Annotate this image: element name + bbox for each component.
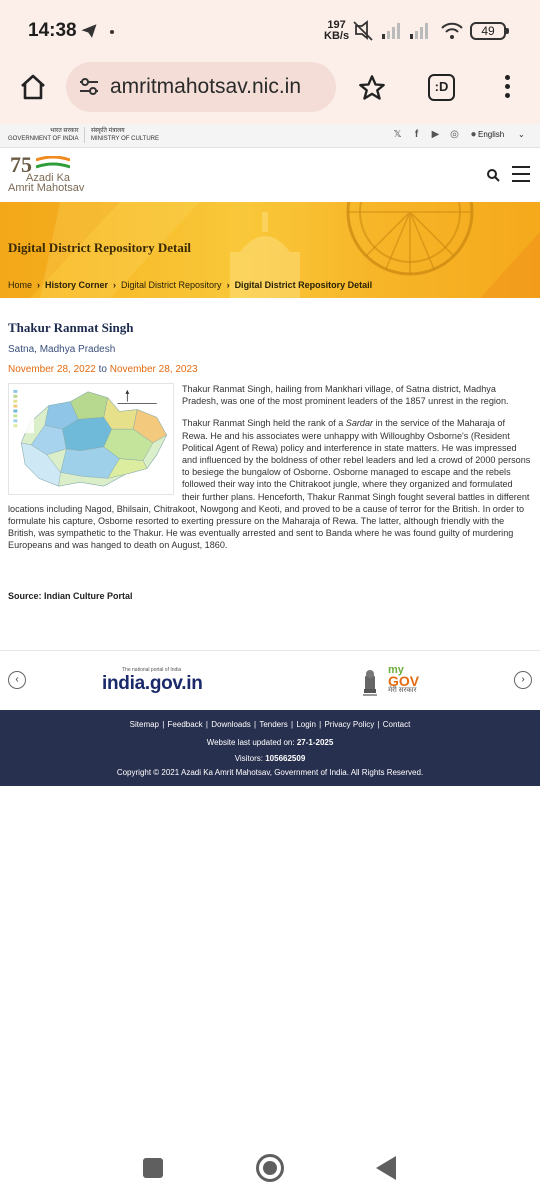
telegram-icon	[80, 22, 98, 40]
hero-banner	[0, 202, 540, 298]
logo-line-1: Azadi Ka	[26, 172, 71, 184]
status-icons	[352, 20, 464, 42]
overflow-menu-icon[interactable]	[500, 72, 514, 102]
site-header	[0, 148, 540, 202]
carousel-prev-button[interactable]: ‹	[8, 671, 26, 689]
status-time: 14:38	[28, 20, 77, 41]
article-dates	[8, 364, 198, 375]
page-heading: Digital District Repository Detail	[8, 240, 192, 255]
site-settings-icon[interactable]	[78, 77, 100, 97]
breadcrumb-home[interactable]: Home	[8, 280, 33, 290]
madhya-pradesh-map-image[interactable]	[8, 383, 174, 495]
language-selector[interactable]: English	[478, 130, 505, 139]
site-logo[interactable]	[8, 152, 88, 198]
article-location: Satna, Madhya Pradesh	[8, 344, 116, 355]
mygov-logo[interactable]: my GOV मेरी सरकार	[388, 664, 420, 694]
search-icon[interactable]	[486, 168, 500, 182]
x-twitter-icon[interactable]: 𝕏	[393, 129, 402, 140]
breadcrumb-current: Digital District Repository Detail	[234, 280, 373, 290]
notification-dot-icon	[110, 30, 114, 34]
signal-1-icon	[382, 23, 400, 39]
article-paragraph-1: Thakur Ranmat Singh, hailing from Mankhari village, of Satna district, Madhya Pradesh, was one of the most prominent leaders of the 1857 unrest in the region.	[182, 384, 509, 407]
instagram-icon[interactable]: ◎	[450, 129, 459, 140]
breadcrumb-chevron-icon: ›	[37, 280, 41, 290]
visitor-count: Visitors: 105662509	[234, 754, 306, 763]
copyright: Copyright © 2021 Azadi Ka Amrit Mahotsav, Government of India. All Rights Reserved.	[116, 768, 424, 777]
gov-of-india[interactable]: भारत सरकार GOVERNMENT OF INDIA	[8, 128, 79, 142]
home-icon[interactable]	[18, 72, 48, 102]
date-end: November 28, 2023	[109, 364, 198, 375]
article-source: Source: Indian Culture Portal	[8, 591, 133, 601]
footer-links: Sitemap | Feedback | Downloads | Tenders | Login | Privacy Policy | Contact	[129, 720, 411, 729]
footer-link-feedback[interactable]: Feedback	[167, 720, 203, 729]
article-paragraph-2: Thakur Ranmat Singh held the rank of a Sardar in the service of the Maharaja of Rewa. He and his associates were unhappy with Willoughby Osborne's (Resident Political Agent of Rewa) policy and interference in state matters. He was impressed and influenced by the boldness of other rebel leaders and led a crowd of 2000 persons to besiege the bungalow of Osborne. Osborne managed to escape and the rebels followed their way into the Chitrakoot jungle, where they organized and formulated their further plans. Henceforth, Thakur Ranmat Singh fought several battles in different locations including Nagod, Bhilsain, Chitrakoot, Nowgong and Keoti, and proved to be a cause of terror for the British. In order to formulate his capture, Osborne resorted to exerting pressure on the Maharaja of Rewa. The latter, although friendly with the British, was sympathetic to the Thakur. He was eventually arrested and sent to Banda where he was found guilty of murdering Europeans and was hanged to death on August, 1860.	[8, 418, 531, 551]
site-footer	[0, 710, 540, 786]
flag-wave-icon	[36, 156, 70, 170]
address-bar[interactable]	[66, 62, 336, 112]
mute-icon	[354, 22, 372, 40]
social-links	[392, 129, 479, 140]
bookmark-star-icon[interactable]	[358, 74, 386, 102]
footer-link-privacy[interactable]: Privacy Policy	[324, 720, 375, 729]
breadcrumb-chevron-icon: ›	[113, 280, 117, 290]
breadcrumb	[8, 280, 372, 290]
youtube-icon[interactable]: ▶	[431, 129, 440, 140]
chevron-down-icon[interactable]: ⌄	[518, 130, 525, 139]
ministry-of-culture[interactable]: संस्कृति मंत्रालय MINISTRY OF CULTURE	[84, 127, 159, 143]
date-to: to	[98, 364, 107, 375]
national-emblem-icon	[360, 665, 380, 699]
footer-link-downloads[interactable]: Downloads	[211, 720, 251, 729]
hamburger-menu-icon[interactable]	[512, 166, 530, 182]
breadcrumb-chevron-icon: ›	[226, 280, 230, 290]
partner-carousel	[0, 650, 540, 710]
system-nav-bar	[0, 1130, 540, 1200]
footer-link-login[interactable]: Login	[296, 720, 316, 729]
back-triangle-icon[interactable]	[376, 1156, 396, 1180]
breadcrumb-repository[interactable]: Digital District Repository	[121, 280, 222, 290]
koo-icon[interactable]: ●	[470, 129, 477, 140]
signal-2-icon	[410, 23, 428, 39]
logo-number: 75	[10, 152, 32, 177]
network-speed: 197 KB/s	[324, 19, 350, 42]
carousel-next-button[interactable]: ›	[514, 671, 532, 689]
footer-link-tenders[interactable]: Tenders	[259, 720, 288, 729]
status-bar	[0, 0, 540, 62]
browser-toolbar	[0, 62, 540, 124]
recents-icon[interactable]	[143, 1158, 163, 1178]
footer-link-sitemap[interactable]: Sitemap	[129, 720, 160, 729]
gov-strip	[0, 124, 540, 148]
battery-icon: 49	[470, 22, 506, 40]
home-circle-icon[interactable]	[256, 1154, 284, 1182]
breadcrumb-history-corner[interactable]: History Corner	[45, 280, 109, 290]
tab-switcher-button[interactable]: :D	[428, 74, 455, 101]
article-title: Thakur Ranmat Singh	[8, 320, 134, 335]
india-gov-logo[interactable]: The national portal of India india.gov.in	[102, 667, 203, 694]
wifi-icon	[442, 24, 462, 39]
facebook-icon[interactable]: f	[414, 129, 419, 140]
url-text: amritmahotsav.nic.in	[110, 75, 302, 98]
logo-line-2: Amrit Mahotsav	[8, 182, 85, 194]
footer-link-contact[interactable]: Contact	[382, 720, 411, 729]
last-updated: Website last updated on: 27-1-2025	[206, 738, 334, 747]
date-start: November 28, 2022	[8, 364, 96, 375]
